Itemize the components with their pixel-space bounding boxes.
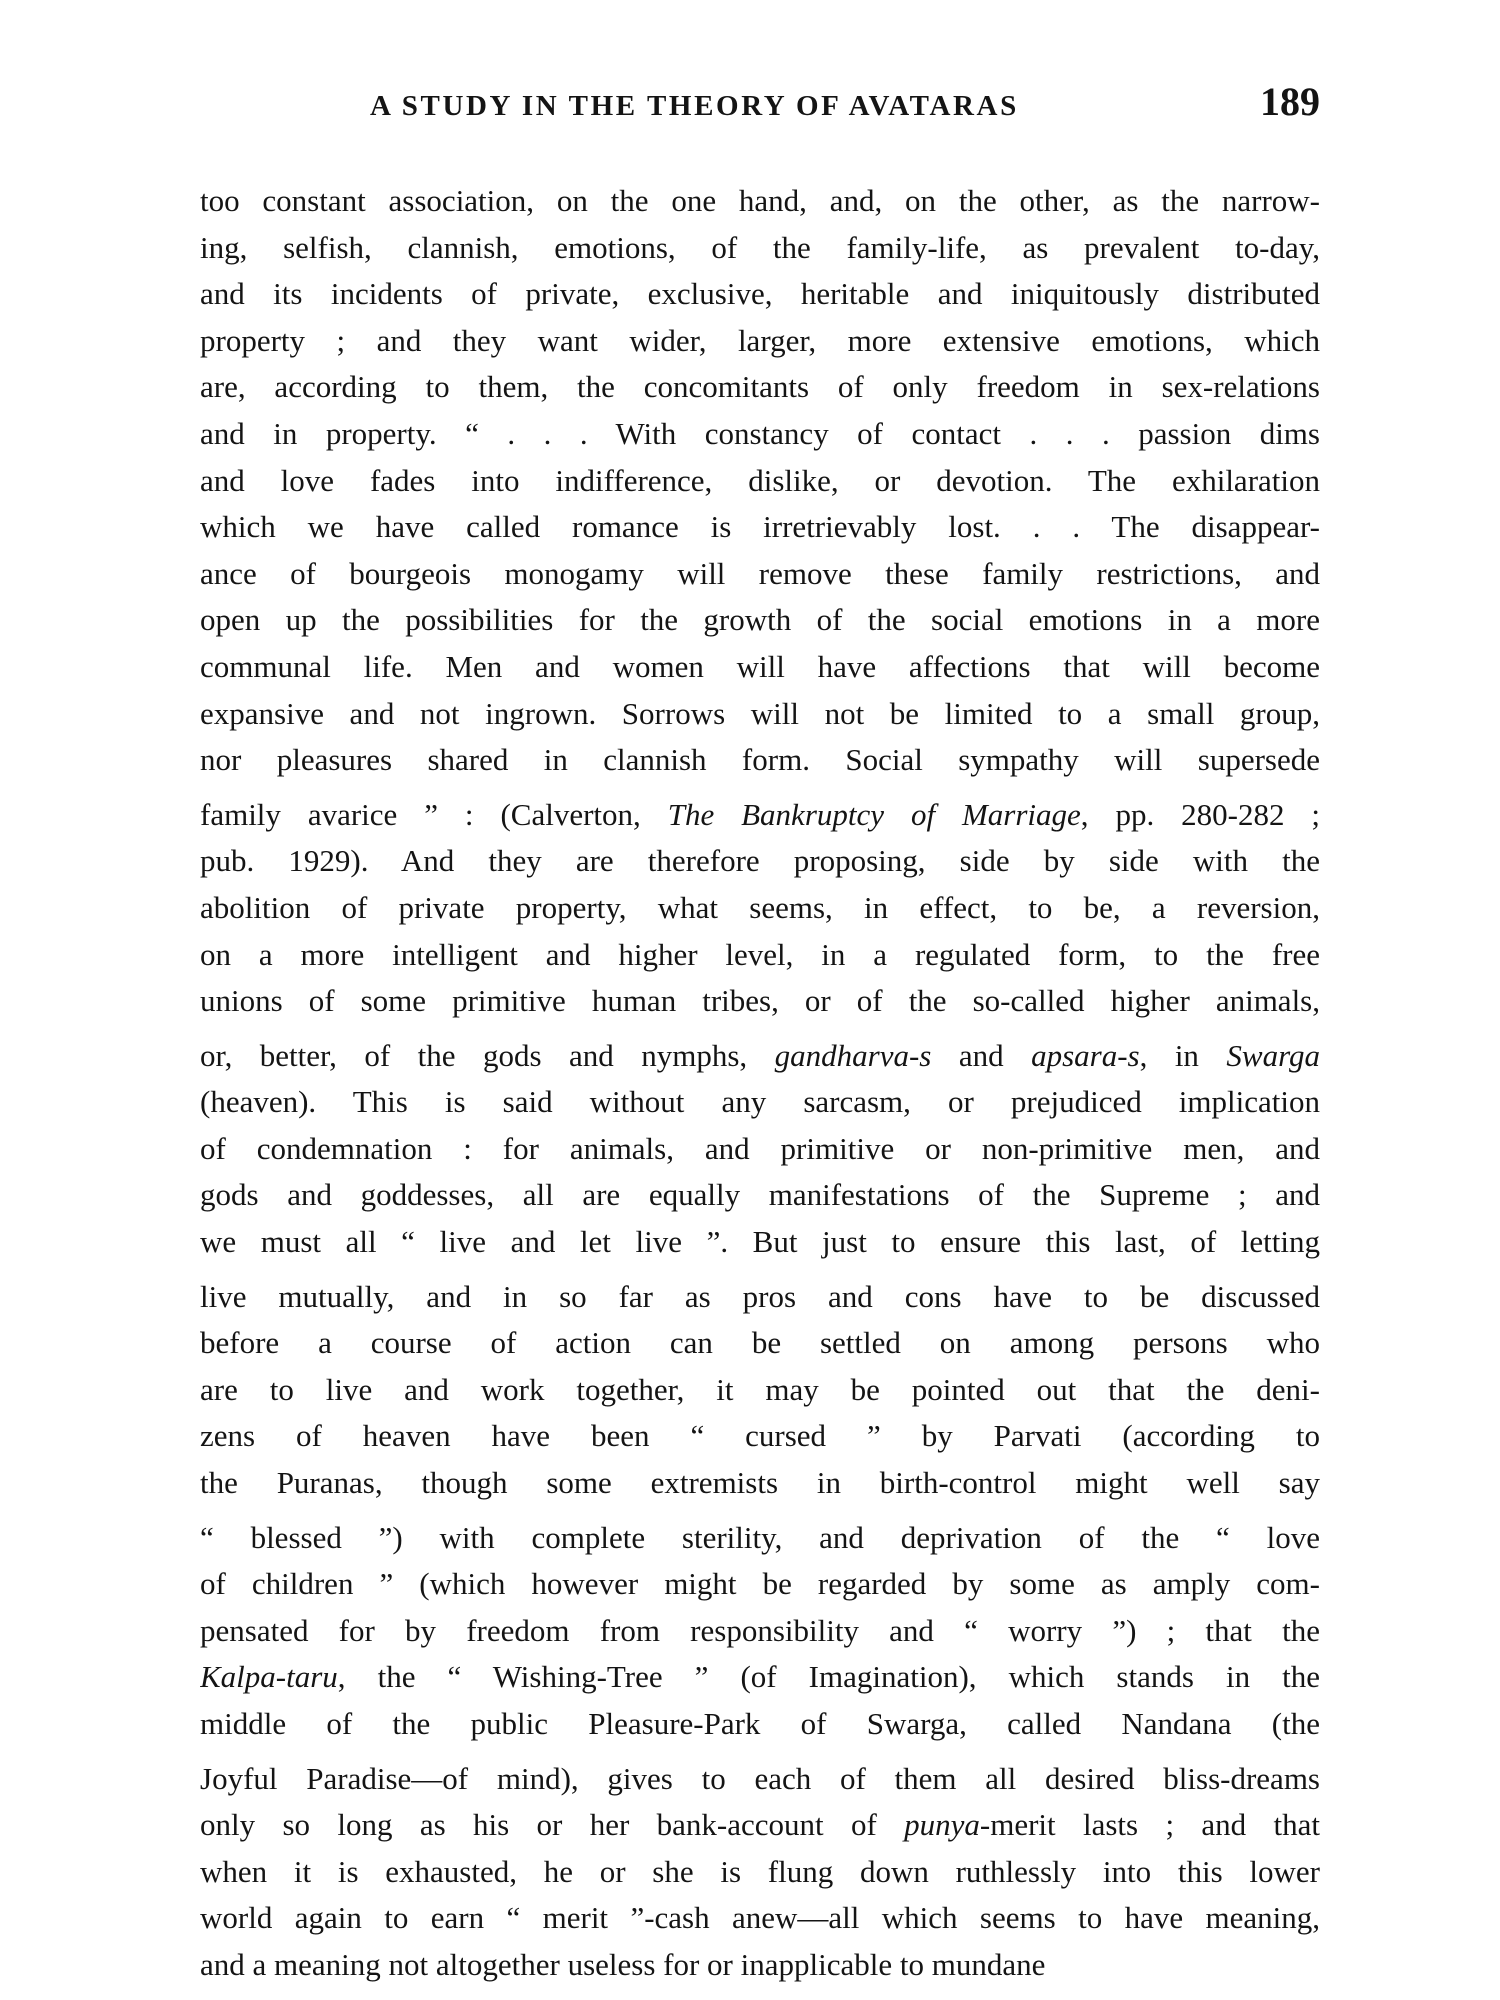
text-run: (heaven). This is said without any sarcasm, or prejudiced implication — [200, 1084, 1320, 1120]
text-line — [200, 1802, 1320, 1849]
text-run: and in property. “ . . . With constancy of contact . . . passion dims — [200, 415, 1320, 451]
text-run: live mutually, and in so far as pros and cons have to be discussed — [200, 1278, 1320, 1314]
italic-term: The Bankruptcy of Marriage — [667, 796, 1081, 832]
text-run: are to live and work together, it may be pointed out that the deni- — [200, 1371, 1320, 1407]
text-run: property ; and they want wider, larger, more extensive emotions, which — [200, 322, 1320, 358]
text-run: nor pleasures shared in clannish form. Social sympathy will supersede — [200, 742, 1320, 778]
page-number: 189 — [1260, 79, 1320, 124]
text-run: “ blessed ”) with complete sterility, and deprivation of the “ love — [200, 1519, 1320, 1555]
text-run: of condemnation : for animals, and primitive or non-primitive men, and — [200, 1130, 1320, 1166]
text-run: and — [931, 1037, 1032, 1073]
text-line — [200, 551, 1320, 598]
text-line — [200, 885, 1320, 932]
running-head: A STUDY IN THE THEORY OF AVATARAS — [370, 90, 1019, 122]
text-run: on a more intelligent and higher level, in a regulated form, to the free — [200, 936, 1320, 972]
text-line — [200, 1654, 1320, 1701]
text-run: open up the possibilities for the growth of the social emotions in a more — [200, 602, 1320, 638]
text-line — [200, 838, 1320, 885]
text-line — [200, 1126, 1320, 1173]
text-run: abolition of private property, what seems, in effect, to be, a reversion, — [200, 889, 1320, 925]
text-line — [200, 792, 1320, 839]
italic-term: punya — [904, 1807, 980, 1843]
text-line — [200, 1515, 1320, 1562]
text-run: only so long as his or her bank-account of — [200, 1807, 905, 1843]
text-line — [200, 737, 1320, 784]
text-run: which we have called romance is irretrievably lost. . . The disappear- — [200, 509, 1320, 545]
body-text — [200, 178, 1320, 1989]
italic-term: gandharva-s — [774, 1037, 932, 1073]
text-run: world again to earn “ merit ”-cash anew—all which seems to have meaning, — [200, 1900, 1320, 1936]
text-run: zens of heaven have been “ cursed ” by Parvati (according to — [200, 1418, 1320, 1454]
text-line — [200, 978, 1320, 1025]
text-line — [200, 178, 1320, 225]
text-run: , in — [1139, 1037, 1227, 1073]
text-line — [200, 1701, 1320, 1748]
text-run: the Puranas, though some extremists in birth-control might well say — [200, 1465, 1320, 1501]
text-line — [200, 364, 1320, 411]
text-line — [200, 1756, 1320, 1803]
text-line — [200, 1367, 1320, 1414]
text-line — [200, 691, 1320, 738]
text-line — [200, 458, 1320, 505]
text-line — [200, 225, 1320, 272]
text-run: ing, selfish, clannish, emotions, of the family-life, as prevalent to-day, — [200, 229, 1320, 265]
text-line — [200, 1079, 1320, 1126]
italic-term: Swarga — [1226, 1037, 1320, 1073]
text-run: communal life. Men and women will have affections that will become — [200, 648, 1320, 684]
text-line — [200, 271, 1320, 318]
text-run: of children ” (which however might be regarded by some as amply com- — [200, 1566, 1320, 1602]
text-line — [200, 318, 1320, 365]
text-run: we must all “ live and let live ”. But just to ensure this last, of letting — [200, 1224, 1320, 1260]
text-line — [200, 1942, 1320, 1989]
text-run: , the “ Wishing-Tree ” (of Imagination), which stands in the — [337, 1659, 1320, 1695]
text-line — [200, 1561, 1320, 1608]
text-run: pensated for by freedom from responsibility and “ worry ”) ; that the — [200, 1612, 1320, 1648]
text-run: too constant association, on the one hand, and, on the other, as the narrow- — [200, 183, 1320, 218]
text-run: pub. 1929). And they are therefore proposing, side by side with the — [200, 843, 1320, 879]
text-line — [200, 597, 1320, 644]
text-run: and a meaning not altogether useless for or inapplicable to mundane — [200, 1946, 1046, 1982]
text-run: gods and goddesses, all are equally manifestations of the Supreme ; and — [200, 1177, 1320, 1213]
text-line — [200, 1460, 1320, 1507]
text-run: and its incidents of private, exclusive, heritable and iniquitously distributed — [200, 276, 1320, 312]
text-run: ance of bourgeois monogamy will remove these family restrictions, and — [200, 555, 1320, 591]
text-run: are, according to them, the concomitants of only freedom in sex-relations — [200, 369, 1320, 405]
text-run: Joyful Paradise—of mind), gives to each of them all desired bliss-dreams — [200, 1760, 1320, 1796]
text-run: family avarice ” : (Calverton, — [200, 796, 668, 832]
text-run: or, better, of the gods and nymphs, — [200, 1037, 775, 1073]
text-run: middle of the public Pleasure-Park of Swarga, called Nandana (the — [200, 1706, 1320, 1741]
italic-term: Kalpa-taru — [200, 1659, 338, 1695]
text-line — [200, 644, 1320, 691]
text-line — [200, 1320, 1320, 1367]
text-run: unions of some primitive human tribes, or of the so-called higher animals, — [200, 983, 1320, 1019]
text-run: before a course of action can be settled on among persons who — [200, 1325, 1320, 1361]
text-line — [200, 1413, 1320, 1460]
text-line — [200, 1219, 1320, 1266]
text-run: when it is exhausted, he or she is flung down ruthlessly into this lower — [200, 1853, 1320, 1889]
text-line — [200, 1849, 1320, 1896]
text-line — [200, 411, 1320, 458]
italic-term: apsara-s — [1031, 1037, 1140, 1073]
text-run: , pp. 280-282 ; — [1080, 796, 1320, 832]
text-run: -merit lasts ; and that — [979, 1807, 1320, 1843]
text-run: and love fades into indifference, dislike, or devotion. The exhilaration — [200, 462, 1320, 498]
text-line — [200, 932, 1320, 979]
text-line — [200, 1608, 1320, 1655]
text-line — [200, 1895, 1320, 1942]
text-run: expansive and not ingrown. Sorrows will not be limited to a small group, — [200, 695, 1320, 731]
text-line — [200, 1033, 1320, 1080]
text-line — [200, 504, 1320, 551]
text-line — [200, 1274, 1320, 1321]
page-header — [200, 78, 1320, 148]
text-line — [200, 1172, 1320, 1219]
